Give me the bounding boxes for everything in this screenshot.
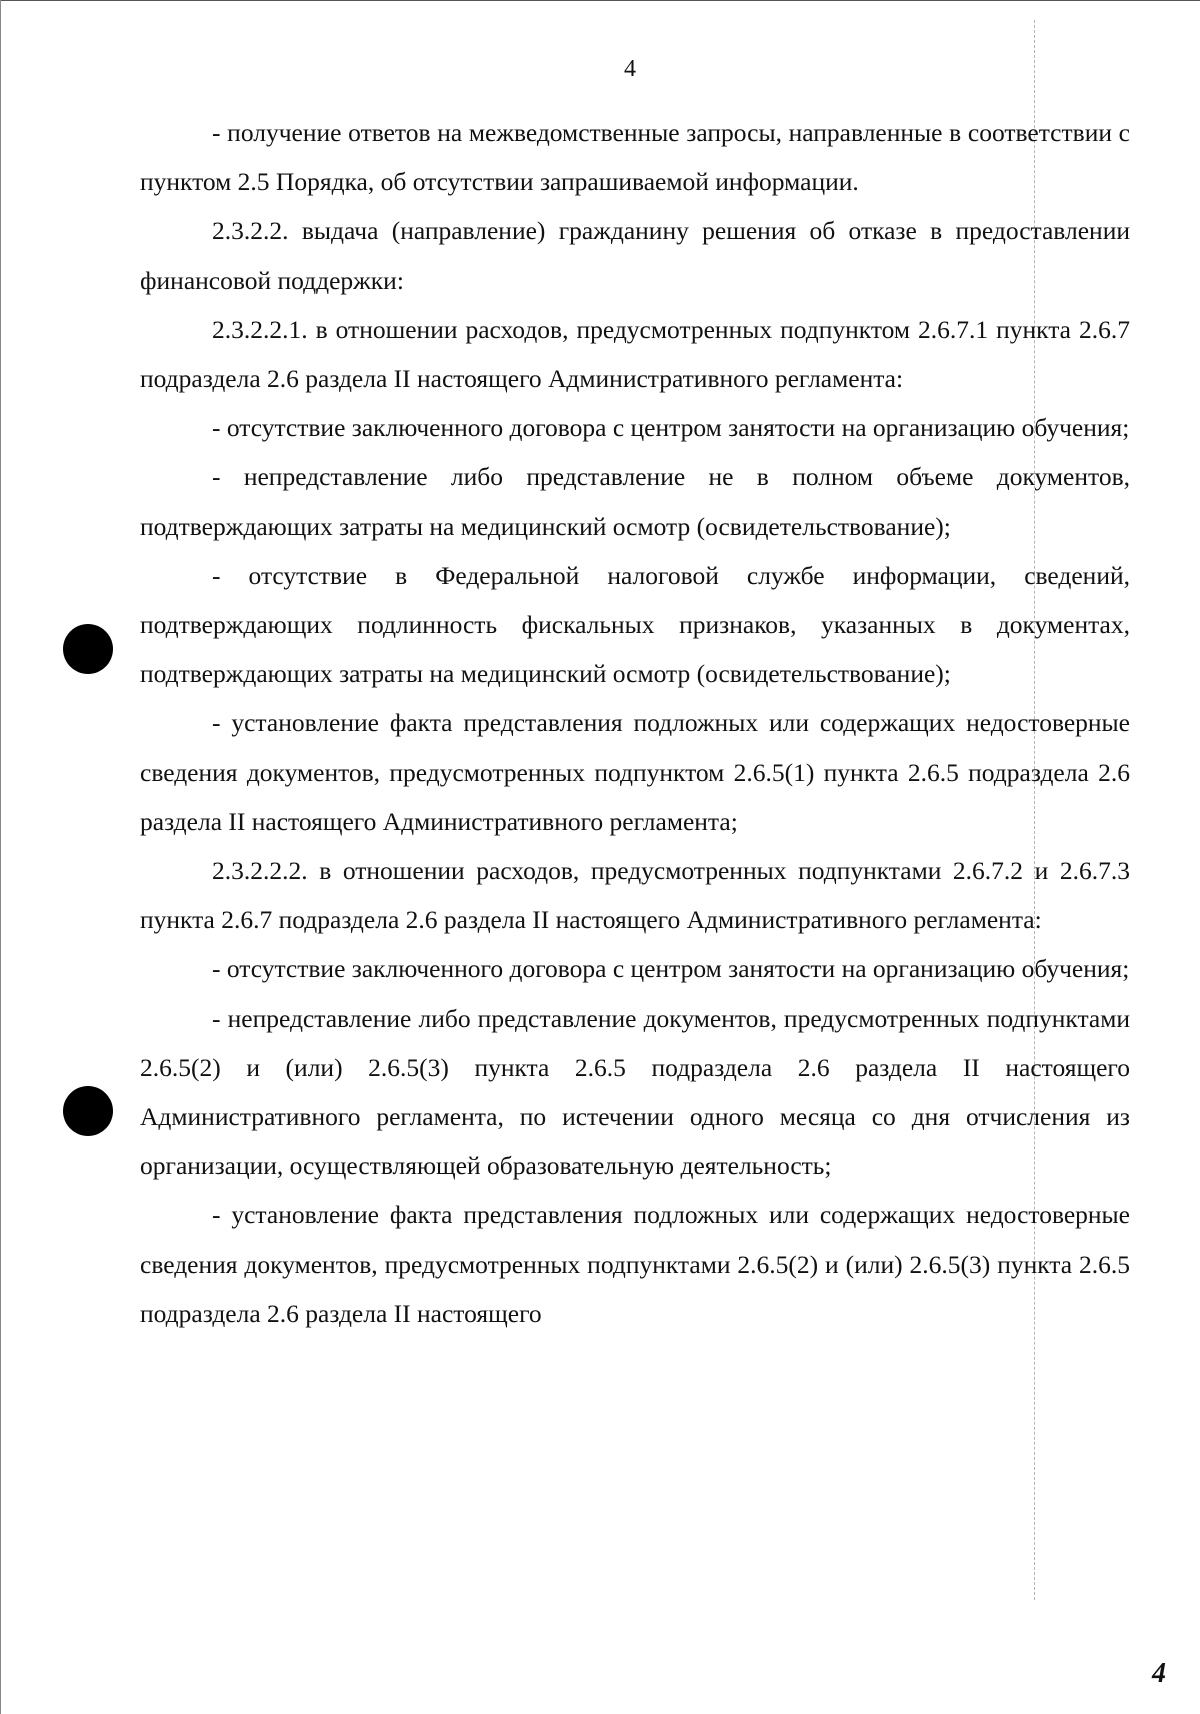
scan-edge-top	[0, 0, 1200, 1]
paragraph: - непредставление либо представление не в полном объеме документов, подтверждающих затраты на медицинский осмотр (освидетельствование);	[140, 462, 1130, 541]
paragraph: - получение ответов на межведомственные запросы, направленные в соответствии с пунктом 2.5 Порядка, об отсутствии запрашиваемой информации.	[140, 118, 1130, 197]
punch-hole	[63, 624, 113, 674]
paragraph: 2.3.2.2. выдача (направление) гражданину решения об отказе в предоставлении финансовой поддержки:	[140, 216, 1130, 295]
scan-edge-left	[0, 0, 1, 1714]
paragraph: - отсутствие заключенного договора с центром занятости на организацию обучения;	[212, 954, 1130, 984]
handwritten-page-mark: 4	[1152, 1658, 1166, 1689]
paragraph: 2.3.2.2.1. в отношении расходов, предусмотренных подпунктом 2.6.7.1 пункта 2.6.7 подраздела 2.6 раздела II настоящего Административного регламента:	[140, 314, 1130, 394]
document-body	[140, 108, 1130, 1338]
paragraph: - отсутствие заключенного договора с центром занятости на организацию обучения;	[212, 413, 1130, 443]
page-number: 4	[624, 56, 636, 82]
paragraph: - непредставление либо представление документов, предусмотренных подпунктами 2.6.5(2) и (или) 2.6.5(3) пункта 2.6.5 подраздела 2.6 раздела II настоящего Административного регламента, по истечении одного месяца со дня отчисления из организации, осуществляющей образовательную деятельность;	[140, 1003, 1130, 1181]
punch-hole	[63, 1086, 113, 1136]
paragraph: - отсутствие в Федеральной налоговой службе информации, сведений, подтверждающих подлинность фискальных признаков, указанных в документах, подтверждающих затраты на медицинский осмотр (освидетельствование);	[140, 560, 1130, 689]
paragraph: - установление факта представления подложных или содержащих недостоверные сведения документов, предусмотренных подпунктом 2.6.5(1) пункта 2.6.5 подраздела 2.6 раздела II настоящего Административного регламента;	[140, 708, 1130, 836]
paragraph: - установление факта представления подложных или содержащих недостоверные сведения документов, предусмотренных подпунктами 2.6.5(2) и (или) 2.6.5(3) пункта 2.6.5 подраздела 2.6 раздела II настоящего	[140, 1200, 1130, 1328]
paragraph: 2.3.2.2.2. в отношении расходов, предусмотренных подпунктами 2.6.7.2 и 2.6.7.3 пункта 2.6.7 подраздела 2.6 раздела II настоящего Административного регламента:	[140, 856, 1130, 935]
